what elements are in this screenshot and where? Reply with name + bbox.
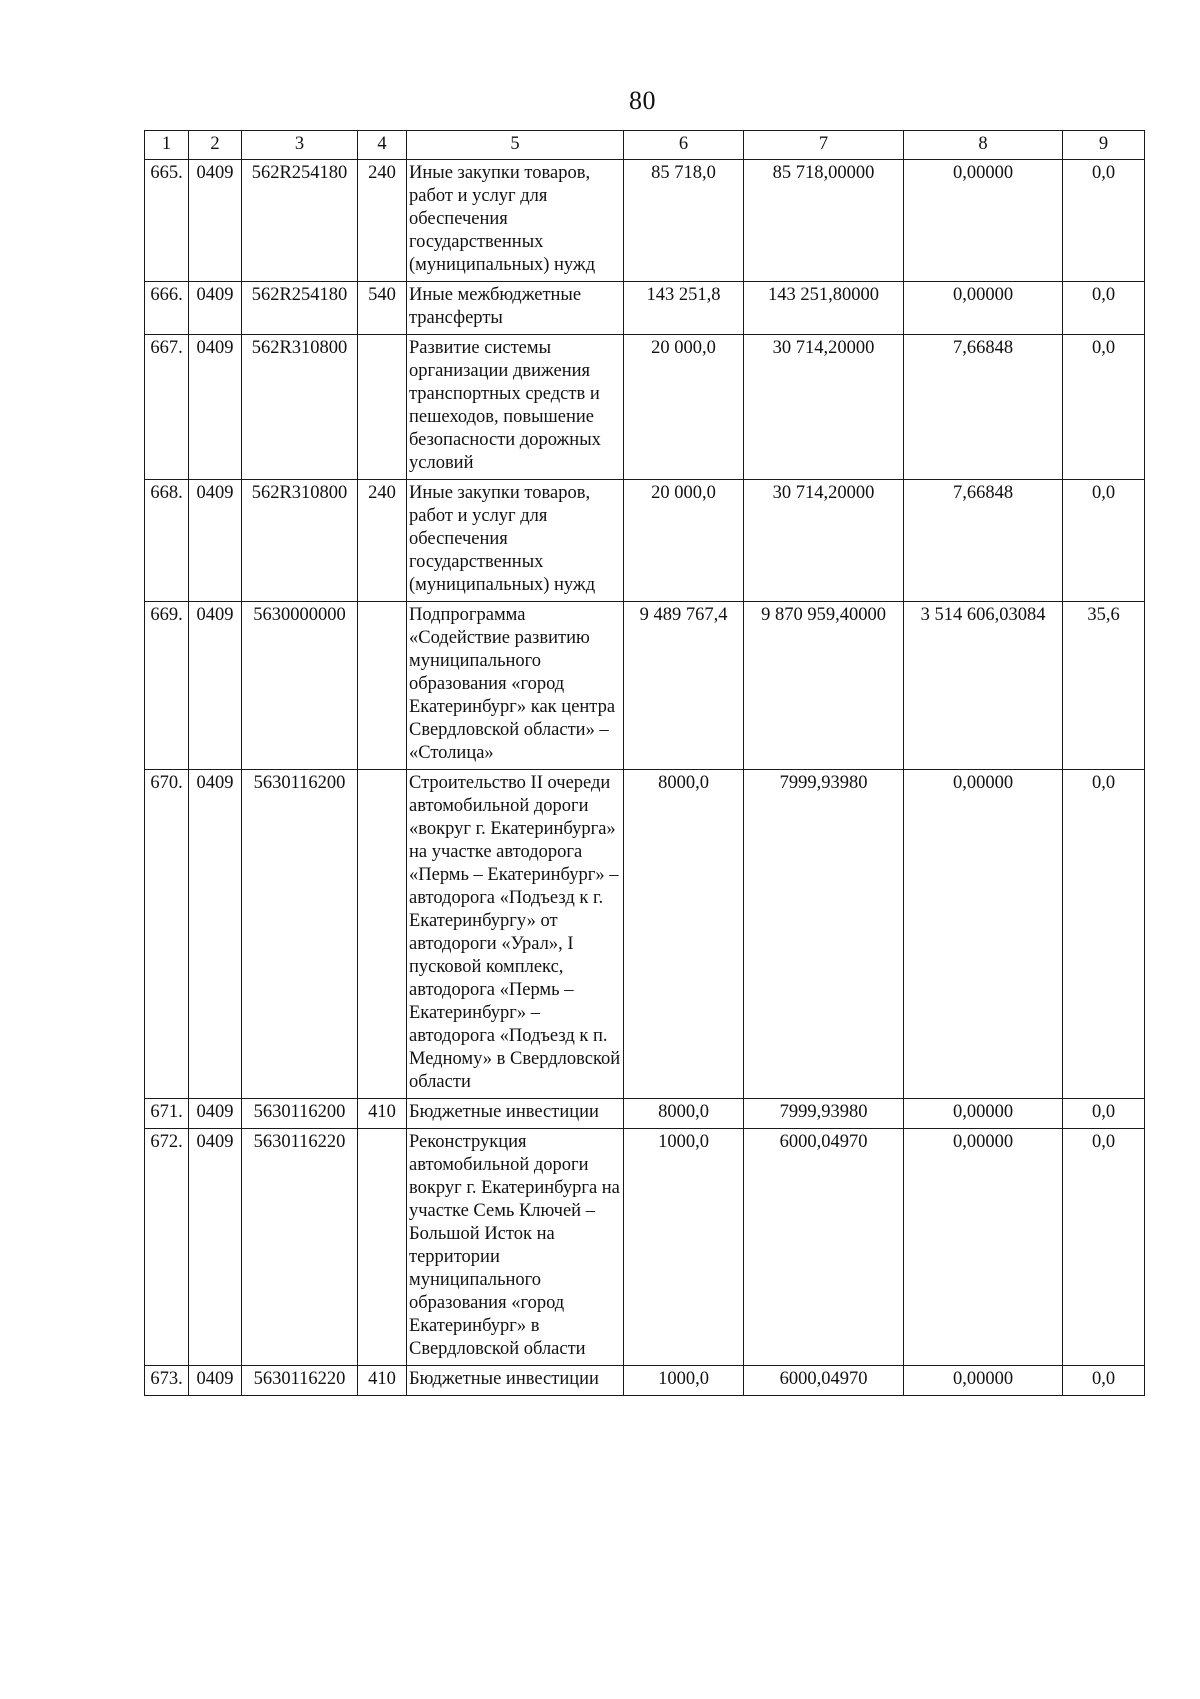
- section-code: 0409: [189, 282, 242, 335]
- table-row: [145, 160, 1145, 282]
- execution-percent: 0,0: [1063, 160, 1145, 282]
- expense-type-code: 410: [358, 1099, 407, 1129]
- item-name: Бюджетные инвестиции: [407, 1366, 624, 1396]
- plan-amount: 20 000,0: [624, 335, 744, 480]
- expense-type-code: [358, 770, 407, 1099]
- plan-amount: 143 251,8: [624, 282, 744, 335]
- expense-type-code: [358, 602, 407, 770]
- row-number: 670.: [145, 770, 189, 1099]
- target-article-code: 5630116200: [242, 1099, 358, 1129]
- section-code: 0409: [189, 1099, 242, 1129]
- plan-amount: 8000,0: [624, 1099, 744, 1129]
- revised-amount: 9 870 959,40000: [744, 602, 904, 770]
- section-code: 0409: [189, 335, 242, 480]
- executed-amount: 7,66848: [904, 335, 1063, 480]
- expense-type-code: 540: [358, 282, 407, 335]
- expense-type-code: 410: [358, 1366, 407, 1396]
- table-header: [145, 131, 1145, 160]
- item-name: Строительство II очереди автомобильной дороги «вокруг г. Екатеринбурга» на участке автодорога «Пермь – Екатеринбург» – автодорога «Подъезд к г. Екатеринбургу» от автодороги «Урал», I пусковой комплекс, автодорога «Пермь – Екатеринбург» – автодорога «Подъезд к п. Медному» в Свердловской области: [407, 770, 624, 1099]
- expense-type-code: [358, 335, 407, 480]
- item-name: Подпрограмма «Содействие развитию муниципального образования «город Екатеринбург» как центра Свердловской области» – «Столица»: [407, 602, 624, 770]
- plan-amount: 20 000,0: [624, 480, 744, 602]
- execution-percent: 0,0: [1063, 1099, 1145, 1129]
- section-code: 0409: [189, 602, 242, 770]
- revised-amount: 143 251,80000: [744, 282, 904, 335]
- column-header: 3: [242, 131, 358, 160]
- row-number: 667.: [145, 335, 189, 480]
- table-body: [145, 160, 1145, 1396]
- table-row: [145, 282, 1145, 335]
- executed-amount: 0,00000: [904, 1129, 1063, 1366]
- executed-amount: 0,00000: [904, 1099, 1063, 1129]
- row-number: 672.: [145, 1129, 189, 1366]
- section-code: 0409: [189, 160, 242, 282]
- executed-amount: 0,00000: [904, 160, 1063, 282]
- revised-amount: 6000,04970: [744, 1129, 904, 1366]
- section-code: 0409: [189, 1129, 242, 1366]
- column-header: 5: [407, 131, 624, 160]
- header-row: [145, 131, 1145, 160]
- executed-amount: 3 514 606,03084: [904, 602, 1063, 770]
- revised-amount: 6000,04970: [744, 1366, 904, 1396]
- column-header: 7: [744, 131, 904, 160]
- section-code: 0409: [189, 480, 242, 602]
- column-header: 4: [358, 131, 407, 160]
- target-article-code: 5630116200: [242, 770, 358, 1099]
- target-article-code: 562R310800: [242, 335, 358, 480]
- column-header: 8: [904, 131, 1063, 160]
- expense-type-code: 240: [358, 160, 407, 282]
- target-article-code: 562R254180: [242, 160, 358, 282]
- table-row: [145, 480, 1145, 602]
- plan-amount: 1000,0: [624, 1129, 744, 1366]
- item-name: Бюджетные инвестиции: [407, 1099, 624, 1129]
- row-number: 665.: [145, 160, 189, 282]
- execution-percent: 0,0: [1063, 770, 1145, 1099]
- target-article-code: 5630000000: [242, 602, 358, 770]
- item-name: Развитие системы организации движения транспортных средств и пешеходов, повышение безопасности дорожных условий: [407, 335, 624, 480]
- section-code: 0409: [189, 770, 242, 1099]
- table-row: [145, 602, 1145, 770]
- execution-percent: 0,0: [1063, 1129, 1145, 1366]
- item-name: Реконструкция автомобильной дороги вокруг г. Екатеринбурга на участке Семь Ключей – Большой Исток на территории муниципального образования «город Екатеринбург» в Свердловской области: [407, 1129, 624, 1366]
- plan-amount: 9 489 767,4: [624, 602, 744, 770]
- column-header: 6: [624, 131, 744, 160]
- plan-amount: 8000,0: [624, 770, 744, 1099]
- row-number: 666.: [145, 282, 189, 335]
- target-article-code: 5630116220: [242, 1366, 358, 1396]
- column-header: 9: [1063, 131, 1145, 160]
- revised-amount: 30 714,20000: [744, 335, 904, 480]
- executed-amount: 0,00000: [904, 770, 1063, 1099]
- expense-type-code: 240: [358, 480, 407, 602]
- item-name: Иные закупки товаров, работ и услуг для обеспечения государственных (муниципальных) нужд: [407, 480, 624, 602]
- execution-percent: 0,0: [1063, 1366, 1145, 1396]
- target-article-code: 562R254180: [242, 282, 358, 335]
- execution-percent: 0,0: [1063, 480, 1145, 602]
- item-name: Иные межбюджетные трансферты: [407, 282, 624, 335]
- revised-amount: 85 718,00000: [744, 160, 904, 282]
- row-number: 668.: [145, 480, 189, 602]
- execution-percent: 0,0: [1063, 335, 1145, 480]
- row-number: 671.: [145, 1099, 189, 1129]
- table-row: [145, 1366, 1145, 1396]
- budget-table: [144, 130, 1145, 1396]
- execution-percent: 35,6: [1063, 602, 1145, 770]
- row-number: 673.: [145, 1366, 189, 1396]
- execution-percent: 0,0: [1063, 282, 1145, 335]
- column-header: 2: [189, 131, 242, 160]
- expense-type-code: [358, 1129, 407, 1366]
- target-article-code: 562R310800: [242, 480, 358, 602]
- table-row: [145, 335, 1145, 480]
- plan-amount: 85 718,0: [624, 160, 744, 282]
- executed-amount: 7,66848: [904, 480, 1063, 602]
- revised-amount: 30 714,20000: [744, 480, 904, 602]
- revised-amount: 7999,93980: [744, 770, 904, 1099]
- table-row: [145, 770, 1145, 1099]
- section-code: 0409: [189, 1366, 242, 1396]
- plan-amount: 1000,0: [624, 1366, 744, 1396]
- table-row: [145, 1099, 1145, 1129]
- revised-amount: 7999,93980: [744, 1099, 904, 1129]
- table-row: [145, 1129, 1145, 1366]
- item-name: Иные закупки товаров, работ и услуг для обеспечения государственных (муниципальных) нужд: [407, 160, 624, 282]
- column-header: 1: [145, 131, 189, 160]
- executed-amount: 0,00000: [904, 282, 1063, 335]
- executed-amount: 0,00000: [904, 1366, 1063, 1396]
- target-article-code: 5630116220: [242, 1129, 358, 1366]
- page-number: 80: [629, 86, 656, 115]
- row-number: 669.: [145, 602, 189, 770]
